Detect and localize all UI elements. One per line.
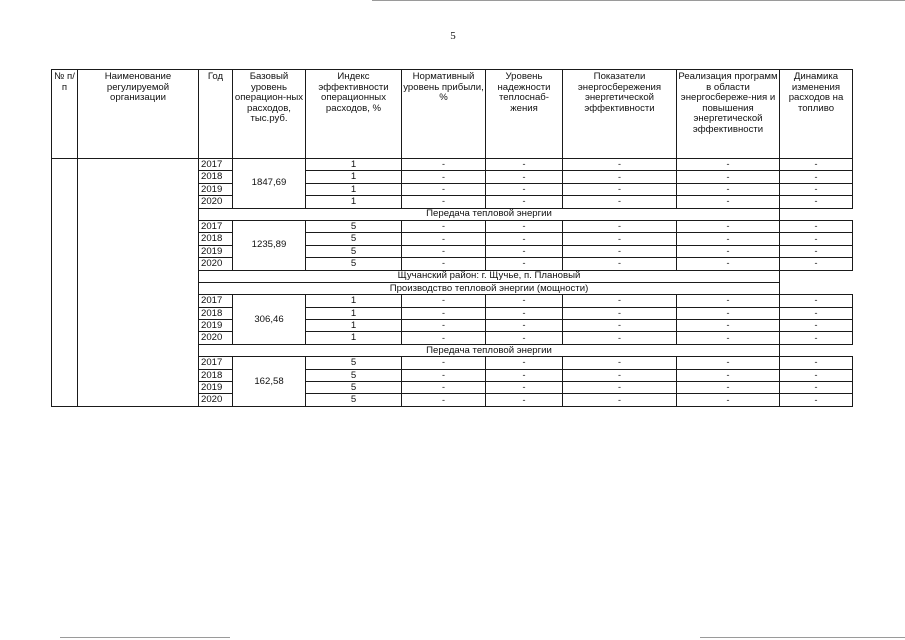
section-label: Производство тепловой энергии (мощности) bbox=[199, 282, 780, 294]
fuel-dynamics-cell: - bbox=[780, 159, 853, 171]
reliability-cell: - bbox=[486, 369, 563, 381]
page-number: 5 bbox=[450, 30, 456, 42]
profit-cell: - bbox=[402, 245, 486, 257]
fuel-dynamics-cell: - bbox=[780, 233, 853, 245]
efficiency-index-cell: 5 bbox=[306, 382, 402, 394]
profit-cell: - bbox=[402, 183, 486, 195]
year-cell: 2018 bbox=[199, 171, 233, 183]
energy-indicators-cell: - bbox=[563, 258, 677, 270]
energy-indicators-cell: - bbox=[563, 320, 677, 332]
energy-indicators-cell: - bbox=[563, 183, 677, 195]
programs-cell: - bbox=[677, 332, 780, 344]
energy-indicators-cell: - bbox=[563, 394, 677, 406]
efficiency-index-cell: 1 bbox=[306, 307, 402, 319]
programs-cell: - bbox=[677, 369, 780, 381]
header-number: № п/п bbox=[52, 70, 78, 159]
header-reliability: Уровень надежности теплоснаб-жения bbox=[486, 70, 563, 159]
programs-cell: - bbox=[677, 307, 780, 319]
profit-cell: - bbox=[402, 258, 486, 270]
fuel-dynamics-cell: - bbox=[780, 295, 853, 307]
efficiency-index-cell: 5 bbox=[306, 357, 402, 369]
energy-indicators-cell: - bbox=[563, 220, 677, 232]
section-label: Передача тепловой энергии bbox=[199, 208, 780, 220]
header-programs: Реализация программ в области энергосбереже-ния и повышения энергетической эффективности bbox=[677, 70, 780, 159]
programs-cell: - bbox=[677, 183, 780, 195]
efficiency-index-cell: 5 bbox=[306, 233, 402, 245]
reliability-cell: - bbox=[486, 171, 563, 183]
programs-cell: - bbox=[677, 295, 780, 307]
reliability-cell: - bbox=[486, 220, 563, 232]
year-cell: 2017 bbox=[199, 159, 233, 171]
energy-indicators-cell: - bbox=[563, 245, 677, 257]
profit-cell: - bbox=[402, 233, 486, 245]
energy-indicators-cell: - bbox=[563, 196, 677, 208]
energy-indicators-cell: - bbox=[563, 307, 677, 319]
profit-cell: - bbox=[402, 159, 486, 171]
organization-cell bbox=[78, 159, 199, 407]
fuel-dynamics-cell: - bbox=[780, 394, 853, 406]
year-cell: 2020 bbox=[199, 394, 233, 406]
fuel-dynamics-cell: - bbox=[780, 382, 853, 394]
programs-cell: - bbox=[677, 233, 780, 245]
reliability-cell: - bbox=[486, 159, 563, 171]
year-cell: 2019 bbox=[199, 320, 233, 332]
year-cell: 2017 bbox=[199, 295, 233, 307]
profit-cell: - bbox=[402, 196, 486, 208]
header-base-cost: Базовый уровень операцион-ных расходов, тыс.руб. bbox=[233, 70, 306, 159]
profit-cell: - bbox=[402, 382, 486, 394]
reliability-cell: - bbox=[486, 332, 563, 344]
year-cell: 2017 bbox=[199, 357, 233, 369]
year-cell: 2018 bbox=[199, 233, 233, 245]
number-cell bbox=[52, 159, 78, 407]
programs-cell: - bbox=[677, 196, 780, 208]
year-cell: 2020 bbox=[199, 258, 233, 270]
year-cell: 2019 bbox=[199, 245, 233, 257]
programs-cell: - bbox=[677, 220, 780, 232]
efficiency-index-cell: 5 bbox=[306, 258, 402, 270]
base-cost-cell: 1847,69 bbox=[233, 159, 306, 209]
profit-cell: - bbox=[402, 369, 486, 381]
profit-cell: - bbox=[402, 307, 486, 319]
efficiency-index-cell: 5 bbox=[306, 394, 402, 406]
scan-edge-top bbox=[372, 0, 905, 1]
header-row bbox=[52, 70, 853, 159]
tariff-table bbox=[51, 69, 853, 407]
header-organization: Наименование регулируемой организации bbox=[78, 70, 199, 159]
energy-indicators-cell: - bbox=[563, 295, 677, 307]
fuel-dynamics-cell: - bbox=[780, 320, 853, 332]
profit-cell: - bbox=[402, 357, 486, 369]
reliability-cell: - bbox=[486, 258, 563, 270]
table-row bbox=[52, 159, 853, 171]
reliability-cell: - bbox=[486, 357, 563, 369]
profit-cell: - bbox=[402, 220, 486, 232]
section-label: Передача тепловой энергии bbox=[199, 344, 780, 356]
energy-indicators-cell: - bbox=[563, 369, 677, 381]
efficiency-index-cell: 1 bbox=[306, 183, 402, 195]
reliability-cell: - bbox=[486, 320, 563, 332]
header-fuel-dynamics: Динамика изменения расходов на топливо bbox=[780, 70, 853, 159]
programs-cell: - bbox=[677, 245, 780, 257]
fuel-dynamics-cell: - bbox=[780, 369, 853, 381]
energy-indicators-cell: - bbox=[563, 171, 677, 183]
efficiency-index-cell: 1 bbox=[306, 159, 402, 171]
fuel-dynamics-cell: - bbox=[780, 245, 853, 257]
energy-indicators-cell: - bbox=[563, 332, 677, 344]
efficiency-index-cell: 1 bbox=[306, 332, 402, 344]
table-body bbox=[52, 70, 853, 407]
efficiency-index-cell: 5 bbox=[306, 369, 402, 381]
reliability-cell: - bbox=[486, 196, 563, 208]
efficiency-index-cell: 1 bbox=[306, 171, 402, 183]
reliability-cell: - bbox=[486, 295, 563, 307]
profit-cell: - bbox=[402, 295, 486, 307]
fuel-dynamics-cell: - bbox=[780, 196, 853, 208]
programs-cell: - bbox=[677, 382, 780, 394]
year-cell: 2018 bbox=[199, 369, 233, 381]
profit-cell: - bbox=[402, 332, 486, 344]
programs-cell: - bbox=[677, 320, 780, 332]
fuel-dynamics-cell: - bbox=[780, 171, 853, 183]
year-cell: 2017 bbox=[199, 220, 233, 232]
header-year: Год bbox=[199, 70, 233, 159]
header-profit-level: Нормативный уровень прибыли, % bbox=[402, 70, 486, 159]
efficiency-index-cell: 1 bbox=[306, 295, 402, 307]
year-cell: 2020 bbox=[199, 332, 233, 344]
year-cell: 2020 bbox=[199, 196, 233, 208]
fuel-dynamics-cell: - bbox=[780, 357, 853, 369]
reliability-cell: - bbox=[486, 307, 563, 319]
profit-cell: - bbox=[402, 171, 486, 183]
efficiency-index-cell: 5 bbox=[306, 220, 402, 232]
programs-cell: - bbox=[677, 159, 780, 171]
profit-cell: - bbox=[402, 320, 486, 332]
energy-indicators-cell: - bbox=[563, 233, 677, 245]
profit-cell: - bbox=[402, 394, 486, 406]
header-efficiency-index: Индекс эффективности операционных расходов, % bbox=[306, 70, 402, 159]
scan-edge-bottom-right bbox=[700, 637, 905, 638]
reliability-cell: - bbox=[486, 382, 563, 394]
reliability-cell: - bbox=[486, 183, 563, 195]
programs-cell: - bbox=[677, 357, 780, 369]
reliability-cell: - bbox=[486, 233, 563, 245]
header-energy-indicators: Показатели энергосбережения энергетической эффективности bbox=[563, 70, 677, 159]
efficiency-index-cell: 1 bbox=[306, 196, 402, 208]
programs-cell: - bbox=[677, 258, 780, 270]
fuel-dynamics-cell: - bbox=[780, 258, 853, 270]
energy-indicators-cell: - bbox=[563, 357, 677, 369]
fuel-dynamics-cell: - bbox=[780, 332, 853, 344]
fuel-dynamics-cell: - bbox=[780, 220, 853, 232]
fuel-dynamics-cell: - bbox=[780, 183, 853, 195]
base-cost-cell: 162,58 bbox=[233, 357, 306, 407]
year-cell: 2018 bbox=[199, 307, 233, 319]
fuel-dynamics-cell: - bbox=[780, 307, 853, 319]
efficiency-index-cell: 1 bbox=[306, 320, 402, 332]
reliability-cell: - bbox=[486, 245, 563, 257]
year-cell: 2019 bbox=[199, 183, 233, 195]
energy-indicators-cell: - bbox=[563, 159, 677, 171]
year-cell: 2019 bbox=[199, 382, 233, 394]
base-cost-cell: 1235,89 bbox=[233, 220, 306, 270]
energy-indicators-cell: - bbox=[563, 382, 677, 394]
programs-cell: - bbox=[677, 171, 780, 183]
scan-edge-bottom-left bbox=[60, 637, 230, 638]
district-label: Щучанский район: г. Щучье, п. Плановый bbox=[199, 270, 780, 282]
reliability-cell: - bbox=[486, 394, 563, 406]
base-cost-cell: 306,46 bbox=[233, 295, 306, 345]
programs-cell: - bbox=[677, 394, 780, 406]
efficiency-index-cell: 5 bbox=[306, 245, 402, 257]
